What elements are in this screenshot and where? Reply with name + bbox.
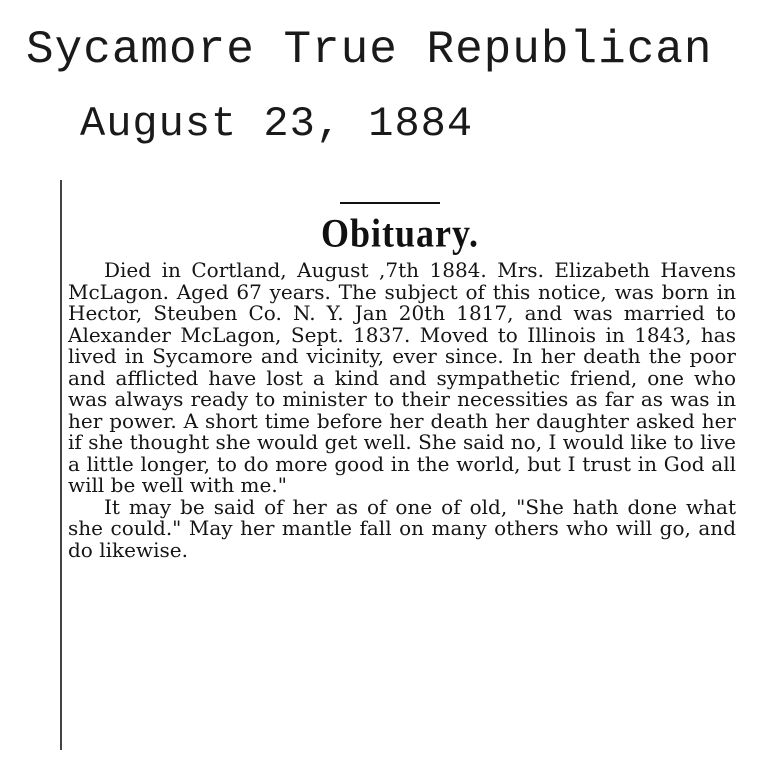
heading-rule <box>340 202 440 204</box>
article-paragraph: It may be said of her as of one of old, "She hath done what she could." May her mantle fall on many others who will go, and do likewise. <box>68 494 736 562</box>
article-paragraph: Died in Cortland, August ,7th 1884. Mrs. Elizabeth Havens McLagon. Aged 67 years. The subject of this notice, was born in Hector, Steuben Co. N. Y. Jan 20th 1817, and was married to Alexander McLagon, Sept. 1837. Moved to Illinois in 1843, has lived in Sycamore and vicinity, ever since. In her death the poor and afflicted have lost a kind and sympathetic friend, one who was always ready to minister to their necessities as far as was in her power. A short time before her death her daughter asked her if she thought she would get well. She said no, I would like to live a little longer, to do more good in the world, but I trust in God all will be well with me." <box>68 258 736 497</box>
article-body <box>68 260 736 561</box>
column-rule <box>60 180 62 750</box>
article-heading: Obituary. <box>320 210 480 256</box>
newspaper-clipping <box>50 180 750 775</box>
newspaper-title: Sycamore True Republican <box>26 24 713 76</box>
publication-date: August 23, 1884 <box>80 100 474 148</box>
